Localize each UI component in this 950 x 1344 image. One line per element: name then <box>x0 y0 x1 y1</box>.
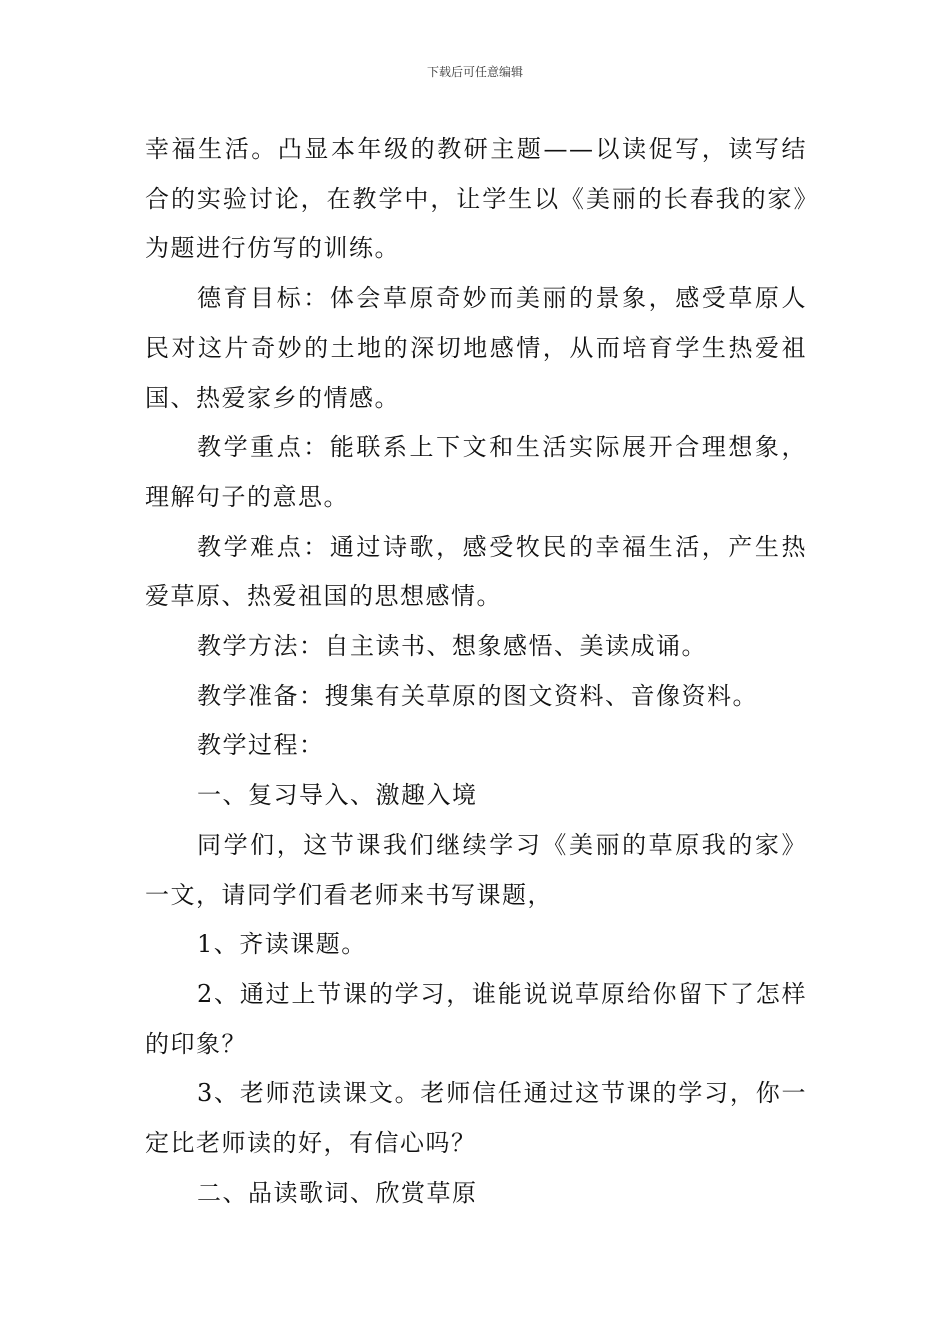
list-item-3: 3、老师范读课文。老师信任通过这节课的学习，你一定比老师读的好，有信心吗？ <box>145 1079 807 1158</box>
paragraph-teaching-process-heading: 教学过程： <box>197 731 325 760</box>
list-item-2: 2、通过上节课的学习，谁能说说草原给你留下了怎样的印象？ <box>145 979 807 1058</box>
paragraph-continuation: 幸福生活。凸显本年级的教研主题——以读促写，读写结合的实验讨论，在教学中，让学生以《美丽的长春我的家》为题进行仿写的训练。 <box>145 135 807 263</box>
section-heading-appreciate: 二、品读歌词、欣赏草原 <box>197 1178 478 1207</box>
section-heading-review: 一、复习导入、激趣入境 <box>197 781 478 810</box>
paragraph-intro: 同学们，这节课我们继续学习《美丽的草原我的家》一文，请同学们看老师来书写课题， <box>145 830 807 909</box>
document-body <box>145 125 807 1218</box>
list-item-1: 1、齐读课题。 <box>197 930 367 959</box>
page-header: 下载后可任意编辑 <box>426 65 523 79</box>
paragraph-teaching-difficulty: 教学难点：通过诗歌，感受牧民的幸福生活，产生热爱草原、热爱祖国的思想感情。 <box>145 532 807 611</box>
paragraph-teaching-focus: 教学重点：能联系上下文和生活实际展开合理想象，理解句子的意思。 <box>145 433 807 511</box>
paragraph-moral-goal: 德育目标：体会草原奇妙而美丽的景象，感受草原人民对这片奇妙的土地的深切地感情，从而培育学生热爱祖国、热爱家乡的情感。 <box>145 284 807 412</box>
paragraph-teaching-preparation: 教学准备：搜集有关草原的图文资料、音像资料。 <box>197 681 758 710</box>
paragraph-teaching-method: 教学方法：自主读书、想象感悟、美读成诵。 <box>197 632 707 661</box>
